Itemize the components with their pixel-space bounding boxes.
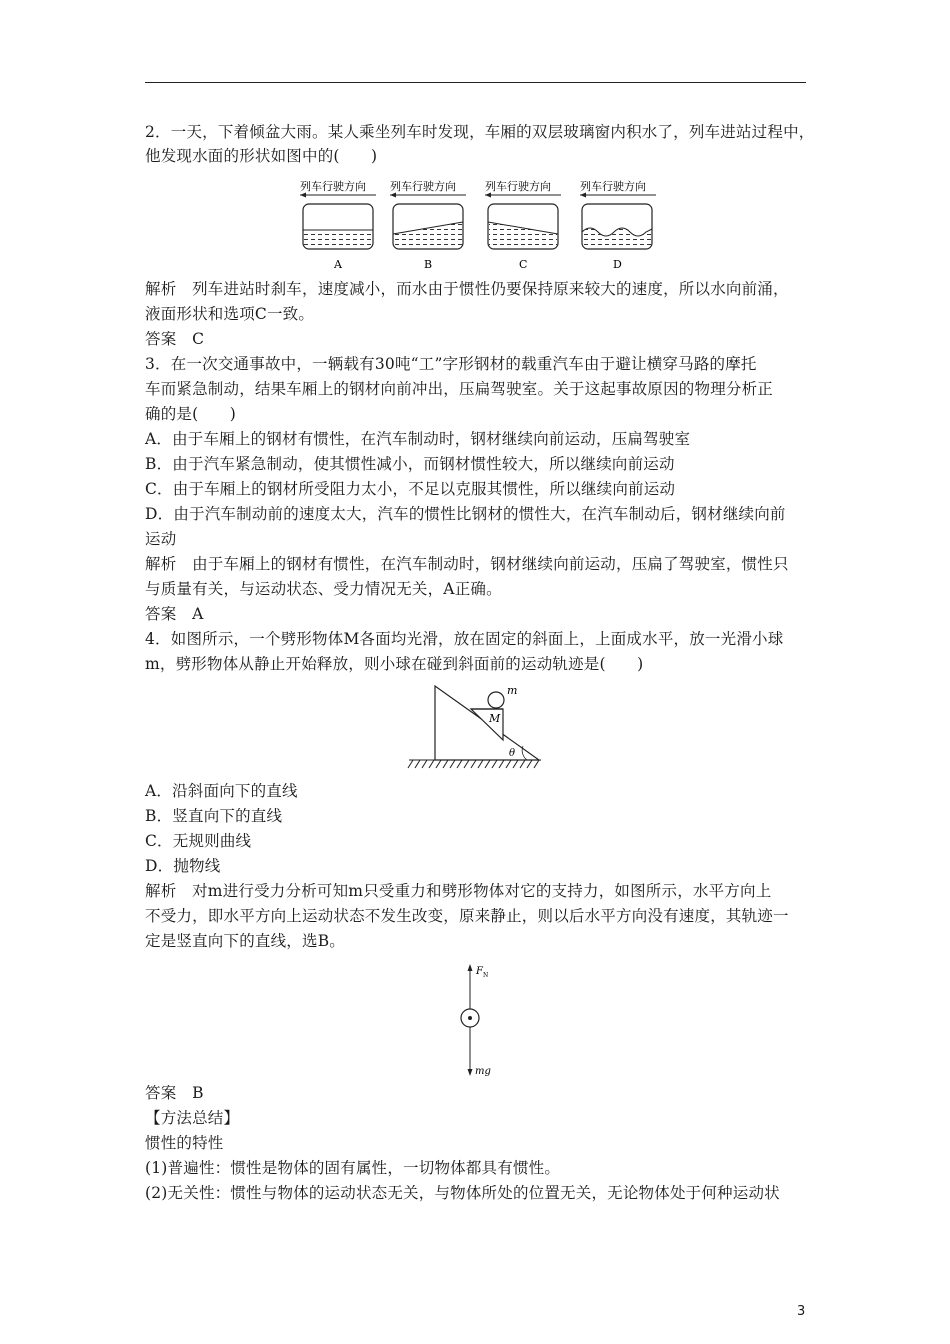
angle-label: θ [509,748,516,759]
q3-line-2: 车而紧急制动，结果车厢上的钢材向前冲出，压扁驾驶室。关于这起事故原因的物理分析正 [145,380,774,398]
q4-line-2: m，劈形物体从静止开始释放，则小球在碰到斜面前的运动轨迹是( ) [145,655,644,673]
force-diagram [450,960,510,1080]
option-c-label: C [519,258,528,271]
q3-option-d: D．由于汽车制动前的速度太大，汽车的惯性比钢材的惯性大，在汽车制动后，钢材继续向前 [145,505,786,523]
q2-figure [290,172,670,272]
block-label: M [489,712,501,725]
q4-option-b: B．竖直向下的直线 [145,807,283,825]
q4-answer: 答案 B [145,1084,204,1102]
q2-answer: 答案 C [145,330,205,348]
ball [488,692,504,708]
header-rule [145,82,806,83]
q2-analysis-1: 解析 列车进站时刹车，速度减小，而水由于惯性仍要保持原来较大的速度，所以水向前涌， [145,280,789,298]
direction-label: 列车行驶方向 [390,180,456,193]
summary-heading: 【方法总结】 [145,1109,240,1127]
option-b-label: B [424,258,433,271]
q4-option-c: C．无规则曲线 [145,832,252,850]
option-d-panel [580,179,656,271]
q4-option-a: A．沿斜面向下的直线 [145,782,298,800]
q2-line-2: 他发现水面的形状如图中的( ) [145,147,378,165]
up-arrow-icon [468,964,473,971]
q3-analysis-1: 解析 由于车厢上的钢材有惯性，在汽车制动时，钢材继续向前运动，压扁了驾驶室，惯性只 [145,555,789,573]
q2-analysis-2: 液面形状和选项C一致。 [145,305,315,323]
summary-item-2: (2)无关性：惯性与物体的运动状态无关，与物体所处的位置无关，无论物体处于何种运动状 [145,1184,780,1202]
q4-analysis-3: 定是竖直向下的直线，选B。 [145,932,345,950]
ball-label: m [507,684,518,697]
q4-analysis-2: 不受力，即水平方向上运动状态不发生改变，原来静止，则以后水平方向没有速度，其轨迹一 [145,907,789,925]
direction-label: 列车行驶方向 [300,180,366,193]
q3-option-b: B．由于汽车紧急制动，使其惯性减小，而钢材惯性较大，所以继续向前运动 [145,455,675,473]
direction-label: 列车行驶方向 [485,180,551,193]
q3-analysis-2: 与质量有关，与运动状态、受力情况无关，A正确。 [145,580,502,598]
page-number: 3 [797,1304,806,1319]
option-a-label: A [334,258,342,271]
q4-analysis-1: 解析 对m进行受力分析可知m只受重力和劈形物体对它的支持力，如图所示，水平方向上 [145,882,772,900]
q3-answer: 答案 A [145,605,204,623]
q3-option-a: A．由于车厢上的钢材有惯性，在汽车制动时，钢材继续向前运动，压扁驾驶室 [145,430,691,448]
option-c-panel [485,179,561,271]
normal-force-label: F [476,966,483,977]
option-d-label: D [613,258,622,271]
option-a-panel [300,179,376,271]
summary-title: 惯性的特性 [145,1134,224,1152]
q2-line-1: 2．一天，下着倾盆大雨。某人乘坐列车时发现，车厢的双层玻璃窗内积水了，列车进站过程中， [145,123,815,141]
q3-option-c: C．由于车厢上的钢材所受阻力太小，不足以克服其惯性，所以继续向前运动 [145,480,676,498]
q3-line-3: 确的是( ) [145,405,236,423]
q4-option-d: D．抛物线 [145,857,221,875]
direction-label: 列车行驶方向 [580,180,646,193]
q4-line-1: 4．如图所示，一个劈形物体M各面均光滑，放在固定的斜面上，上面成水平，放一光滑小球 [145,630,784,648]
option-b-panel [390,179,466,271]
gravity-label: mg [475,1066,491,1077]
q4-incline-figure [405,682,545,774]
ground-hatch [408,760,541,768]
summary-item-1: (1)普遍性：惯性是物体的固有属性，一切物体都具有惯性。 [145,1159,561,1177]
q3-option-d-cont: 运动 [145,530,177,548]
normal-force-subscript: N [483,972,489,979]
down-arrow-icon [468,1069,473,1076]
q3-line-1: 3．在一次交通事故中，一辆载有30吨“工”字形钢材的载重汽车由于避让横穿马路的摩托 [145,355,757,373]
